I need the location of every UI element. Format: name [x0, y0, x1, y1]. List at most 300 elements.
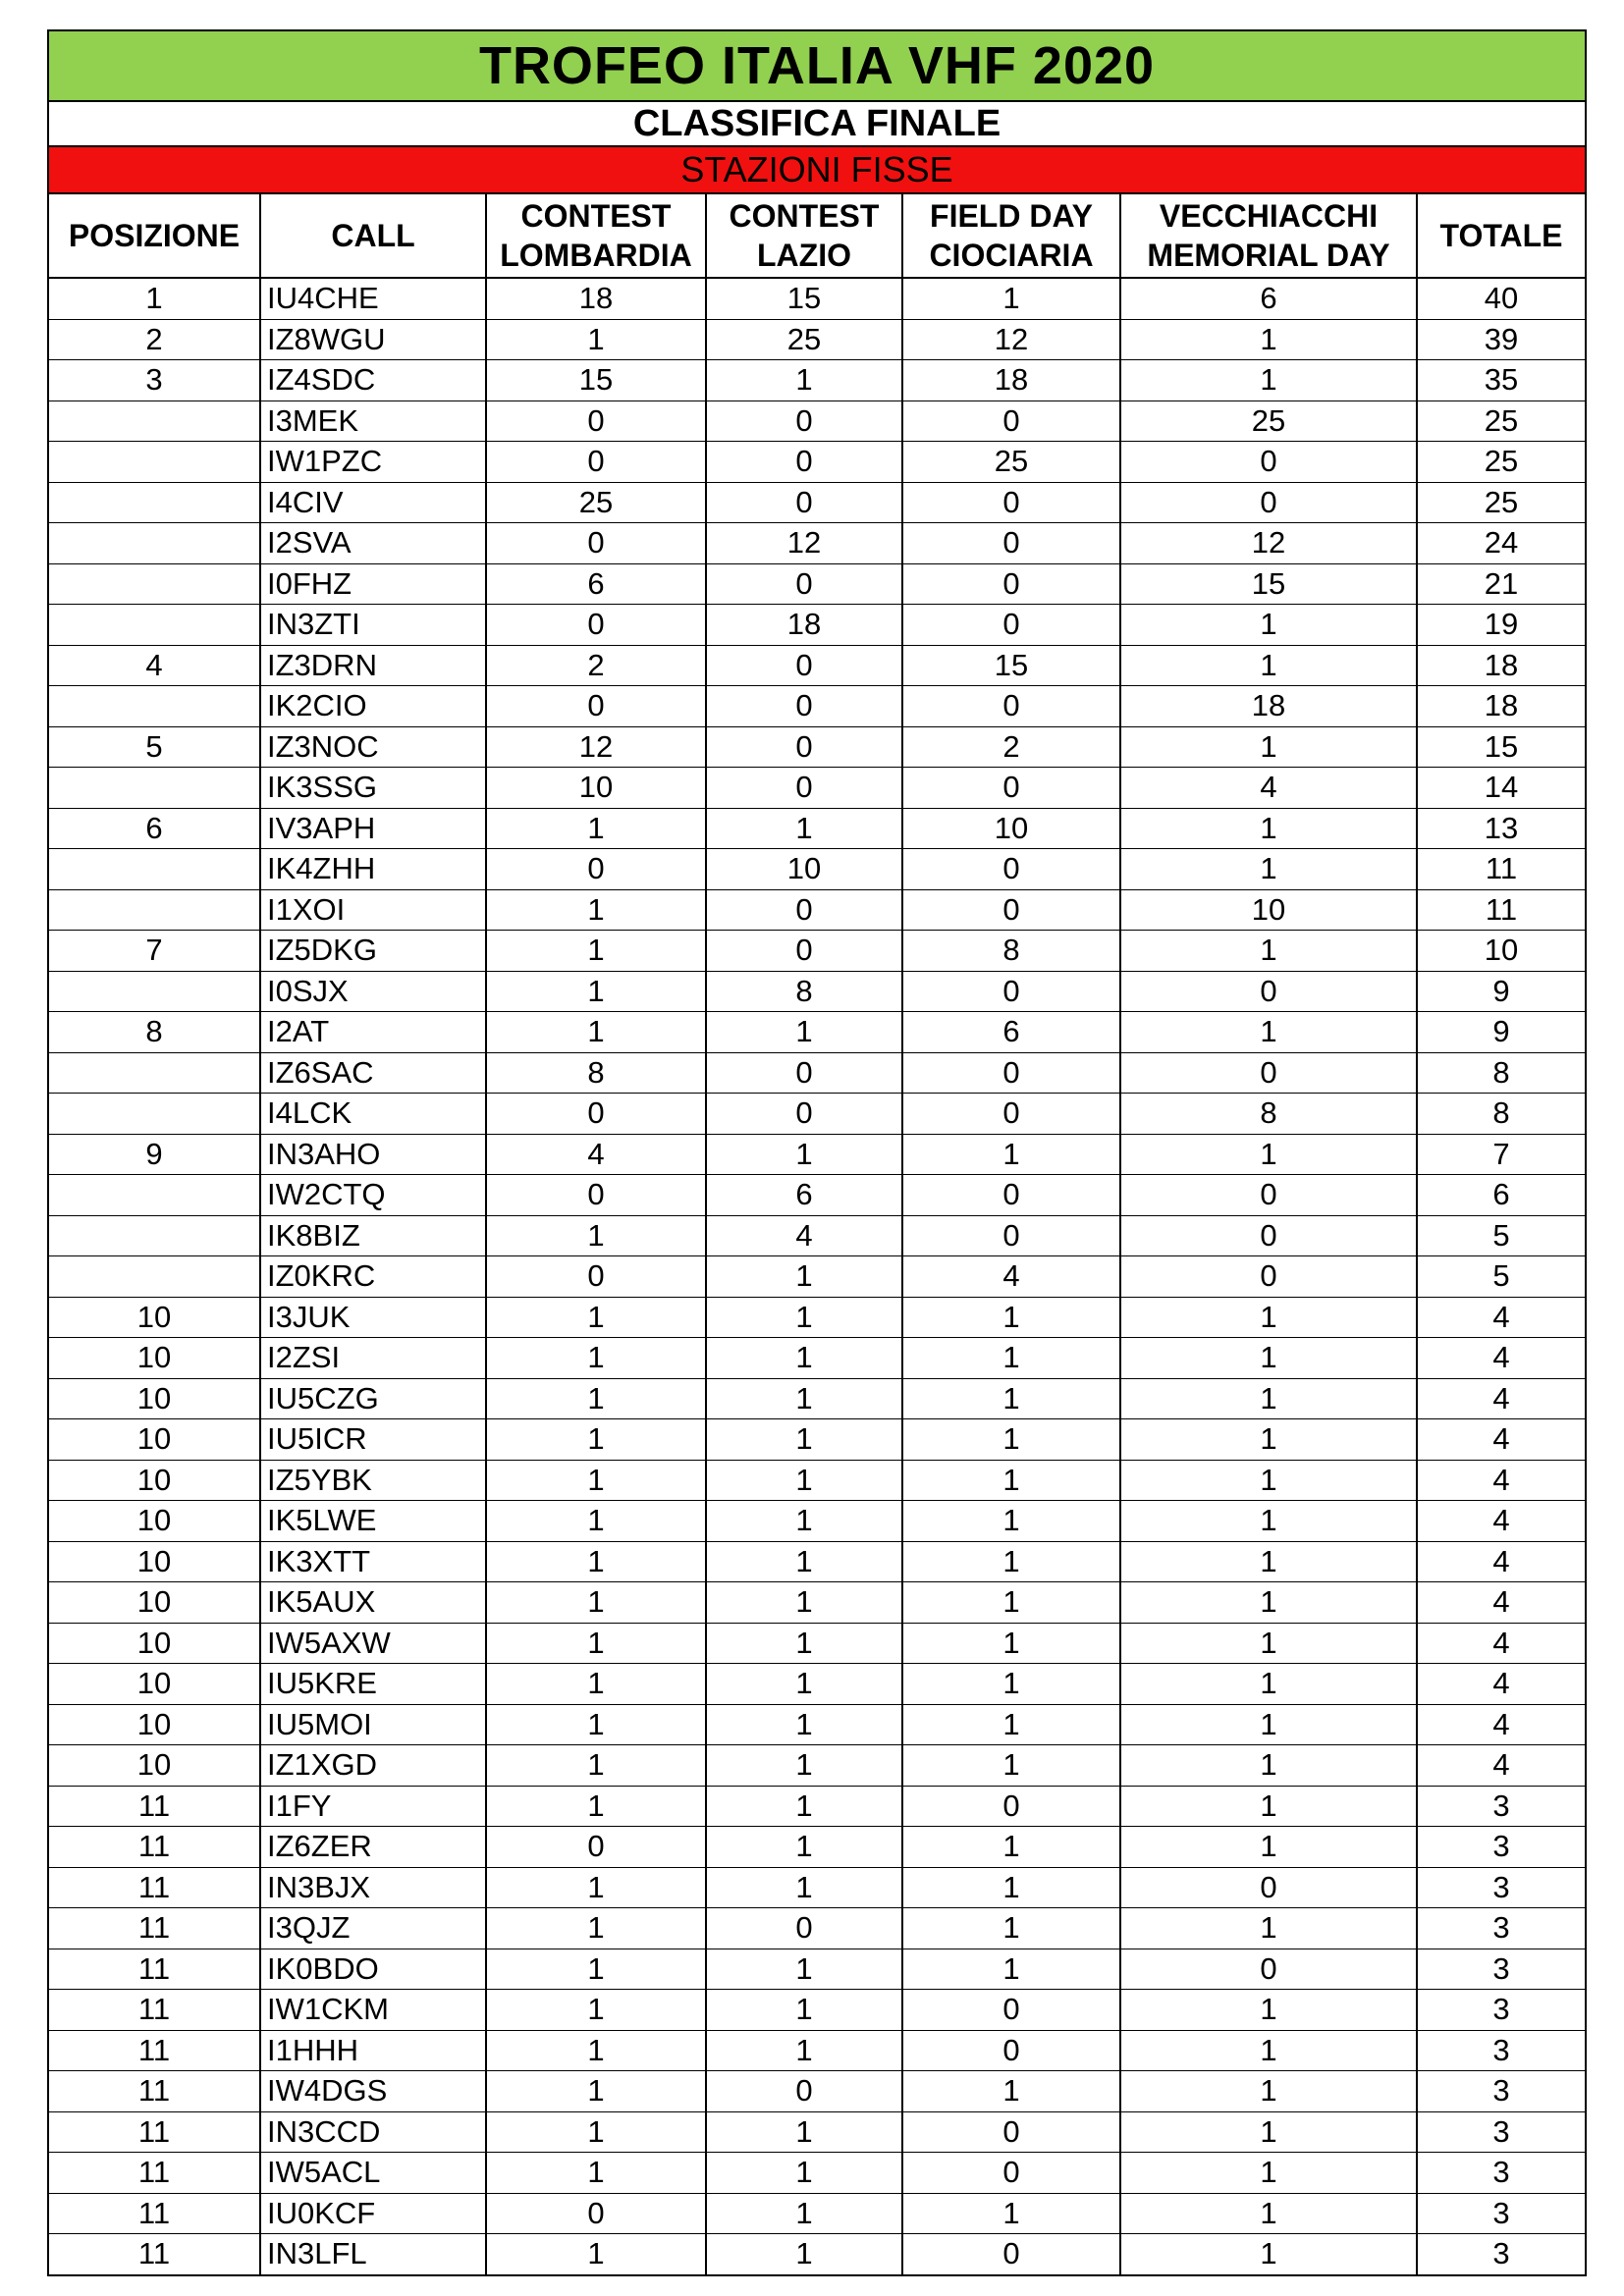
table-row — [49, 1378, 1585, 1419]
field-day-ciociaria-cell: 1 — [902, 1460, 1120, 1501]
table-row — [49, 1623, 1585, 1664]
table-row — [49, 849, 1585, 890]
field-day-ciociaria-cell: 25 — [902, 442, 1120, 483]
vecchiacchi-memorial-day-cell: 0 — [1120, 1215, 1417, 1256]
table-row — [49, 1786, 1585, 1827]
ranking-rows — [49, 278, 1585, 2274]
vecchiacchi-memorial-day-cell: 25 — [1120, 400, 1417, 442]
call-cell: I4LCK — [260, 1094, 486, 1135]
contest-lazio-cell: 1 — [706, 1582, 902, 1624]
contest-lazio-cell: 1 — [706, 1990, 902, 2031]
contest-lombardia-cell: 1 — [486, 931, 706, 972]
position-cell: 11 — [49, 2071, 260, 2112]
contest-lombardia-cell: 1 — [486, 1582, 706, 1624]
field-day-ciociaria-cell: 1 — [902, 278, 1120, 319]
call-cell: IU0KCF — [260, 2193, 486, 2234]
field-day-ciociaria-cell: 0 — [902, 2030, 1120, 2071]
position-cell: 11 — [49, 2153, 260, 2194]
total-cell: 21 — [1417, 563, 1585, 605]
position-cell — [49, 849, 260, 890]
vecchiacchi-memorial-day-cell: 1 — [1120, 2111, 1417, 2153]
contest-lazio-cell: 1 — [706, 1012, 902, 1053]
contest-lombardia-cell: 1 — [486, 1419, 706, 1461]
contest-lombardia-cell: 1 — [486, 1867, 706, 1908]
total-cell: 8 — [1417, 1052, 1585, 1094]
table-row — [49, 1990, 1585, 2031]
field-day-ciociaria-cell: 1 — [902, 2193, 1120, 2234]
contest-lombardia-cell: 1 — [486, 2071, 706, 2112]
field-day-ciociaria-cell: 6 — [902, 1012, 1120, 1053]
call-cell: I3MEK — [260, 400, 486, 442]
table-row — [49, 1419, 1585, 1461]
field-day-ciociaria-cell: 4 — [902, 1256, 1120, 1298]
position-cell: 6 — [49, 808, 260, 849]
vecchiacchi-memorial-day-cell: 1 — [1120, 1704, 1417, 1745]
call-cell: I1FY — [260, 1786, 486, 1827]
contest-lazio-cell: 0 — [706, 1052, 902, 1094]
contest-lombardia-cell: 10 — [486, 768, 706, 809]
vecchiacchi-memorial-day-cell: 1 — [1120, 1419, 1417, 1461]
call-cell: IW5ACL — [260, 2153, 486, 2194]
total-cell: 4 — [1417, 1664, 1585, 1705]
column-header-totale: TOTALE — [1417, 194, 1585, 278]
total-cell: 3 — [1417, 1949, 1585, 1990]
field-day-ciociaria-cell: 1 — [902, 1664, 1120, 1705]
position-cell: 10 — [49, 1460, 260, 1501]
contest-lazio-cell: 0 — [706, 1908, 902, 1949]
vecchiacchi-memorial-day-cell: 1 — [1120, 726, 1417, 768]
total-cell: 8 — [1417, 1094, 1585, 1135]
total-cell: 4 — [1417, 1623, 1585, 1664]
call-cell: IN3ZTI — [260, 605, 486, 646]
field-day-ciociaria-cell: 0 — [902, 523, 1120, 564]
table-row — [49, 1745, 1585, 1787]
total-cell: 3 — [1417, 2030, 1585, 2071]
vecchiacchi-memorial-day-cell: 1 — [1120, 2071, 1417, 2112]
vecchiacchi-memorial-day-cell: 1 — [1120, 1541, 1417, 1582]
contest-lazio-cell: 1 — [706, 1786, 902, 1827]
vecchiacchi-memorial-day-cell: 0 — [1120, 442, 1417, 483]
contest-lombardia-cell: 1 — [486, 1378, 706, 1419]
contest-lazio-cell: 10 — [706, 849, 902, 890]
table-row — [49, 686, 1585, 727]
call-cell: IZ1XGD — [260, 1745, 486, 1787]
vecchiacchi-memorial-day-cell: 1 — [1120, 2153, 1417, 2194]
field-day-ciociaria-cell: 0 — [902, 971, 1120, 1012]
contest-lazio-cell: 1 — [706, 360, 902, 401]
position-cell — [49, 523, 260, 564]
contest-lazio-cell: 1 — [706, 2111, 902, 2153]
call-cell: IZ6SAC — [260, 1052, 486, 1094]
call-cell: IK5AUX — [260, 1582, 486, 1624]
total-cell: 35 — [1417, 360, 1585, 401]
vecchiacchi-memorial-day-cell: 1 — [1120, 1134, 1417, 1175]
position-cell: 10 — [49, 1745, 260, 1787]
contest-lombardia-cell: 0 — [486, 2193, 706, 2234]
total-cell: 3 — [1417, 1786, 1585, 1827]
vecchiacchi-memorial-day-cell: 1 — [1120, 2234, 1417, 2274]
contest-lazio-cell: 12 — [706, 523, 902, 564]
position-cell: 11 — [49, 2193, 260, 2234]
contest-lazio-cell: 1 — [706, 1745, 902, 1787]
contest-lombardia-cell: 1 — [486, 1990, 706, 2031]
contest-lazio-cell: 1 — [706, 808, 902, 849]
call-cell: IW2CTQ — [260, 1175, 486, 1216]
position-cell — [49, 971, 260, 1012]
contest-lombardia-cell: 15 — [486, 360, 706, 401]
position-cell: 5 — [49, 726, 260, 768]
call-cell: IU4CHE — [260, 278, 486, 319]
field-day-ciociaria-cell: 1 — [902, 2071, 1120, 2112]
field-day-ciociaria-cell: 0 — [902, 2111, 1120, 2153]
field-day-ciociaria-cell: 0 — [902, 1215, 1120, 1256]
contest-lazio-cell: 1 — [706, 2234, 902, 2274]
position-cell — [49, 1215, 260, 1256]
vecchiacchi-memorial-day-cell: 12 — [1120, 523, 1417, 564]
call-cell: IK4ZHH — [260, 849, 486, 890]
table-row — [49, 1052, 1585, 1094]
contest-lazio-cell: 1 — [706, 1297, 902, 1338]
contest-lombardia-cell: 1 — [486, 1908, 706, 1949]
table-row — [49, 1582, 1585, 1624]
total-cell: 11 — [1417, 849, 1585, 890]
position-cell — [49, 1256, 260, 1298]
call-cell: I1XOI — [260, 889, 486, 931]
contest-lombardia-cell: 1 — [486, 1664, 706, 1705]
field-day-ciociaria-cell: 0 — [902, 1786, 1120, 1827]
vecchiacchi-memorial-day-cell: 10 — [1120, 889, 1417, 931]
field-day-ciociaria-cell: 1 — [902, 1378, 1120, 1419]
table-row — [49, 360, 1585, 401]
total-cell: 25 — [1417, 400, 1585, 442]
contest-lazio-cell: 1 — [706, 1256, 902, 1298]
contest-lazio-cell: 1 — [706, 1664, 902, 1705]
field-day-ciociaria-cell: 2 — [902, 726, 1120, 768]
table-row — [49, 1541, 1585, 1582]
table-row — [49, 523, 1585, 564]
position-cell: 2 — [49, 319, 260, 360]
table-row — [49, 278, 1585, 319]
position-cell: 11 — [49, 1786, 260, 1827]
vecchiacchi-memorial-day-cell: 1 — [1120, 1582, 1417, 1624]
contest-lazio-cell: 1 — [706, 2030, 902, 2071]
position-cell — [49, 400, 260, 442]
header-row — [49, 194, 1585, 278]
vecchiacchi-memorial-day-cell: 1 — [1120, 605, 1417, 646]
call-cell: IN3AHO — [260, 1134, 486, 1175]
table-row — [49, 1134, 1585, 1175]
contest-lazio-cell: 6 — [706, 1175, 902, 1216]
total-cell: 4 — [1417, 1419, 1585, 1461]
contest-lazio-cell: 0 — [706, 442, 902, 483]
call-cell: IZ5YBK — [260, 1460, 486, 1501]
field-day-ciociaria-cell: 0 — [902, 768, 1120, 809]
field-day-ciociaria-cell: 0 — [902, 2153, 1120, 2194]
vecchiacchi-memorial-day-cell: 1 — [1120, 808, 1417, 849]
total-cell: 4 — [1417, 1460, 1585, 1501]
vecchiacchi-memorial-day-cell: 1 — [1120, 1338, 1417, 1379]
contest-lombardia-cell: 1 — [486, 1215, 706, 1256]
total-cell: 18 — [1417, 645, 1585, 686]
contest-lombardia-cell: 1 — [486, 2030, 706, 2071]
table-row — [49, 1908, 1585, 1949]
contest-lazio-cell: 8 — [706, 971, 902, 1012]
vecchiacchi-memorial-day-cell: 1 — [1120, 1786, 1417, 1827]
vecchiacchi-memorial-day-cell: 1 — [1120, 1623, 1417, 1664]
total-cell: 10 — [1417, 931, 1585, 972]
position-cell: 7 — [49, 931, 260, 972]
table-row — [49, 2234, 1585, 2274]
call-cell: IK8BIZ — [260, 1215, 486, 1256]
column-header-field-day-ciociaria: FIELD DAY CIOCIARIA — [902, 194, 1120, 278]
position-cell: 3 — [49, 360, 260, 401]
table-row — [49, 2111, 1585, 2153]
table-row — [49, 1664, 1585, 1705]
contest-lombardia-cell: 0 — [486, 400, 706, 442]
vecchiacchi-memorial-day-cell: 6 — [1120, 278, 1417, 319]
contest-lombardia-cell: 1 — [486, 971, 706, 1012]
vecchiacchi-memorial-day-cell: 1 — [1120, 1664, 1417, 1705]
call-cell: IU5CZG — [260, 1378, 486, 1419]
contest-lazio-cell: 1 — [706, 1623, 902, 1664]
field-day-ciociaria-cell: 0 — [902, 849, 1120, 890]
total-cell: 3 — [1492, 2236, 1510, 2271]
vecchiacchi-memorial-day-cell: 0 — [1120, 1175, 1417, 1216]
field-day-ciociaria-cell: 8 — [902, 931, 1120, 972]
field-day-ciociaria-cell: 1 — [902, 1745, 1120, 1787]
contest-lombardia-cell: 4 — [486, 1134, 706, 1175]
position-cell: 11 — [49, 1990, 260, 2031]
call-cell: IV3APH — [260, 808, 486, 849]
contest-lombardia-cell: 12 — [486, 726, 706, 768]
call-cell: IN3BJX — [260, 1867, 486, 1908]
field-day-ciociaria-cell: 1 — [902, 1908, 1120, 1949]
total-cell: 3 — [1417, 1990, 1585, 2031]
table-row — [49, 605, 1585, 646]
total-cell: 4 — [1417, 1338, 1585, 1379]
contest-lazio-cell: 1 — [706, 1541, 902, 1582]
vecchiacchi-memorial-day-cell: 1 — [1120, 645, 1417, 686]
total-cell: 11 — [1417, 889, 1585, 931]
vecchiacchi-memorial-day-cell: 0 — [1120, 971, 1417, 1012]
vecchiacchi-memorial-day-cell: 1 — [1120, 1908, 1417, 1949]
contest-lazio-cell: 1 — [706, 1867, 902, 1908]
field-day-ciociaria-cell: 1 — [902, 1338, 1120, 1379]
field-day-ciociaria-cell: 15 — [902, 645, 1120, 686]
vecchiacchi-memorial-day-cell: 0 — [1120, 1867, 1417, 1908]
call-cell: I0FHZ — [260, 563, 486, 605]
call-cell: IK3XTT — [260, 1541, 486, 1582]
position-cell: 11 — [49, 2111, 260, 2153]
table-row — [49, 889, 1585, 931]
total-cell: 18 — [1417, 686, 1585, 727]
position-cell: 10 — [49, 1541, 260, 1582]
call-cell: IW1CKM — [260, 1990, 486, 2031]
contest-lombardia-cell: 6 — [486, 563, 706, 605]
call-cell: IZ3NOC — [260, 726, 486, 768]
contest-lombardia-cell: 0 — [486, 1827, 706, 1868]
vecchiacchi-memorial-day-cell: 1 — [1120, 360, 1417, 401]
vecchiacchi-memorial-day-cell: 0 — [1120, 482, 1417, 523]
position-cell: 11 — [49, 2030, 260, 2071]
call-cell: IU5KRE — [260, 1664, 486, 1705]
total-cell: 9 — [1417, 1012, 1585, 1053]
position-cell — [49, 482, 260, 523]
position-cell — [49, 889, 260, 931]
contest-lazio-cell: 0 — [706, 686, 902, 727]
field-day-ciociaria-cell: 0 — [902, 482, 1120, 523]
vecchiacchi-memorial-day-cell: 0 — [1120, 1256, 1417, 1298]
table-row — [49, 400, 1585, 442]
total-cell: 4 — [1417, 1378, 1585, 1419]
table-row — [49, 563, 1585, 605]
total-cell: 5 — [1417, 1256, 1585, 1298]
table-row — [49, 1094, 1585, 1135]
vecchiacchi-memorial-day-cell: 1 — [1120, 1745, 1417, 1787]
table-row — [49, 1460, 1585, 1501]
table-row — [49, 1297, 1585, 1338]
field-day-ciociaria-cell: 0 — [902, 1990, 1120, 2031]
field-day-ciociaria-cell: 1 — [902, 1827, 1120, 1868]
contest-lombardia-cell: 1 — [486, 2111, 706, 2153]
table-row — [49, 2030, 1585, 2071]
vecchiacchi-memorial-day-cell: 0 — [1120, 1052, 1417, 1094]
total-cell: 24 — [1417, 523, 1585, 564]
position-cell: 4 — [49, 645, 260, 686]
ranking-sheet — [47, 29, 1587, 2276]
contest-lazio-cell: 1 — [706, 2153, 902, 2194]
contest-lazio-cell: 1 — [706, 1460, 902, 1501]
contest-lombardia-cell: 0 — [486, 1256, 706, 1298]
contest-lombardia-cell: 1 — [486, 319, 706, 360]
contest-lazio-cell: 0 — [706, 931, 902, 972]
page-subtitle: CLASSIFICA FINALE — [49, 102, 1585, 147]
vecchiacchi-memorial-day-cell: 0 — [1120, 1949, 1417, 1990]
vecchiacchi-memorial-day-cell: 1 — [1120, 1460, 1417, 1501]
table-row — [49, 2071, 1585, 2112]
contest-lombardia-cell: 8 — [486, 1052, 706, 1094]
vecchiacchi-memorial-day-cell: 1 — [1120, 849, 1417, 890]
total-cell: 4 — [1417, 1704, 1585, 1745]
contest-lazio-cell: 0 — [706, 645, 902, 686]
contest-lazio-cell: 0 — [706, 726, 902, 768]
field-day-ciociaria-cell: 1 — [902, 1541, 1120, 1582]
vecchiacchi-memorial-day-cell: 8 — [1120, 1094, 1417, 1135]
contest-lombardia-cell: 18 — [486, 278, 706, 319]
contest-lombardia-cell: 1 — [486, 889, 706, 931]
call-cell: I2ZSI — [260, 1338, 486, 1379]
table-row — [49, 442, 1585, 483]
table-row — [49, 1704, 1585, 1745]
table-row — [49, 1501, 1585, 1542]
position-cell — [49, 442, 260, 483]
contest-lombardia-cell: 0 — [486, 686, 706, 727]
total-cell: 39 — [1417, 319, 1585, 360]
call-cell: IK0BDO — [260, 1949, 486, 1990]
call-cell: IZ6ZER — [260, 1827, 486, 1868]
position-cell: 10 — [49, 1297, 260, 1338]
total-cell: 13 — [1417, 808, 1585, 849]
field-day-ciociaria-cell: 1 — [902, 1134, 1120, 1175]
column-header-vecchiacchi-memorial-day: VECCHIACCHI MEMORIAL DAY — [1120, 194, 1417, 278]
vecchiacchi-memorial-day-cell: 1 — [1120, 931, 1417, 972]
position-cell: 10 — [49, 1501, 260, 1542]
section-header: STAZIONI FISSE — [49, 147, 1585, 194]
contest-lazio-cell: 0 — [706, 889, 902, 931]
vecchiacchi-memorial-day-cell: 1 — [1120, 1827, 1417, 1868]
contest-lazio-cell: 1 — [706, 1338, 902, 1379]
table-row — [49, 808, 1585, 849]
field-day-ciociaria-cell: 1 — [902, 1582, 1120, 1624]
contest-lazio-cell: 0 — [706, 563, 902, 605]
table-row — [49, 2193, 1585, 2234]
contest-lombardia-cell: 1 — [486, 1786, 706, 1827]
field-day-ciociaria-cell: 1 — [902, 1297, 1120, 1338]
call-cell: IN3CCD — [260, 2111, 486, 2153]
total-cell: 14 — [1417, 768, 1585, 809]
position-cell: 10 — [49, 1582, 260, 1624]
field-day-ciociaria-cell: 1 — [902, 1501, 1120, 1542]
contest-lombardia-cell: 1 — [486, 2234, 706, 2274]
call-cell: IW5AXW — [260, 1623, 486, 1664]
field-day-ciociaria-cell: 0 — [902, 1175, 1120, 1216]
vecchiacchi-memorial-day-cell: 1 — [1120, 319, 1417, 360]
call-cell: I0SJX — [260, 971, 486, 1012]
call-cell: IZ0KRC — [260, 1256, 486, 1298]
call-cell: IK3SSG — [260, 768, 486, 809]
position-cell — [49, 768, 260, 809]
total-cell: 3 — [1417, 2153, 1585, 2194]
contest-lazio-cell: 0 — [706, 2071, 902, 2112]
contest-lombardia-cell: 1 — [486, 1745, 706, 1787]
contest-lombardia-cell: 1 — [486, 808, 706, 849]
position-cell: 10 — [49, 1419, 260, 1461]
total-cell: 3 — [1417, 2071, 1585, 2112]
position-cell: 8 — [49, 1012, 260, 1053]
contest-lombardia-cell: 1 — [486, 1501, 706, 1542]
field-day-ciociaria-cell: 1 — [902, 1623, 1120, 1664]
call-cell: IZ3DRN — [260, 645, 486, 686]
call-cell: I1HHH — [260, 2030, 486, 2071]
total-cell: 25 — [1417, 482, 1585, 523]
contest-lombardia-cell: 25 — [486, 482, 706, 523]
call-cell: I2SVA — [260, 523, 486, 564]
contest-lombardia-cell: 0 — [486, 849, 706, 890]
vecchiacchi-memorial-day-cell: 18 — [1120, 686, 1417, 727]
table-row — [49, 1867, 1585, 1908]
total-cell: 4 — [1417, 1745, 1585, 1787]
total-cell: 3 — [1417, 2193, 1585, 2234]
field-day-ciociaria-cell: 0 — [902, 563, 1120, 605]
position-cell: 10 — [49, 1704, 260, 1745]
total-cell: 3 — [1417, 1867, 1585, 1908]
contest-lazio-cell: 1 — [706, 1704, 902, 1745]
vecchiacchi-memorial-day-cell: 1 — [1120, 1501, 1417, 1542]
contest-lazio-cell: 0 — [706, 768, 902, 809]
total-cell: 3 — [1417, 1827, 1585, 1868]
position-cell: 10 — [49, 1338, 260, 1379]
contest-lombardia-cell: 1 — [486, 1297, 706, 1338]
vecchiacchi-memorial-day-cell: 1 — [1120, 1297, 1417, 1338]
field-day-ciociaria-cell: 0 — [902, 1094, 1120, 1135]
vecchiacchi-memorial-day-cell: 1 — [1120, 2193, 1417, 2234]
table-row — [49, 645, 1585, 686]
vecchiacchi-memorial-day-cell: 1 — [1120, 1990, 1417, 2031]
total-cell: 4 — [1417, 1501, 1585, 1542]
field-day-ciociaria-cell: 0 — [902, 2234, 1120, 2274]
call-cell: I4CIV — [260, 482, 486, 523]
position-cell: 11 — [49, 1908, 260, 1949]
